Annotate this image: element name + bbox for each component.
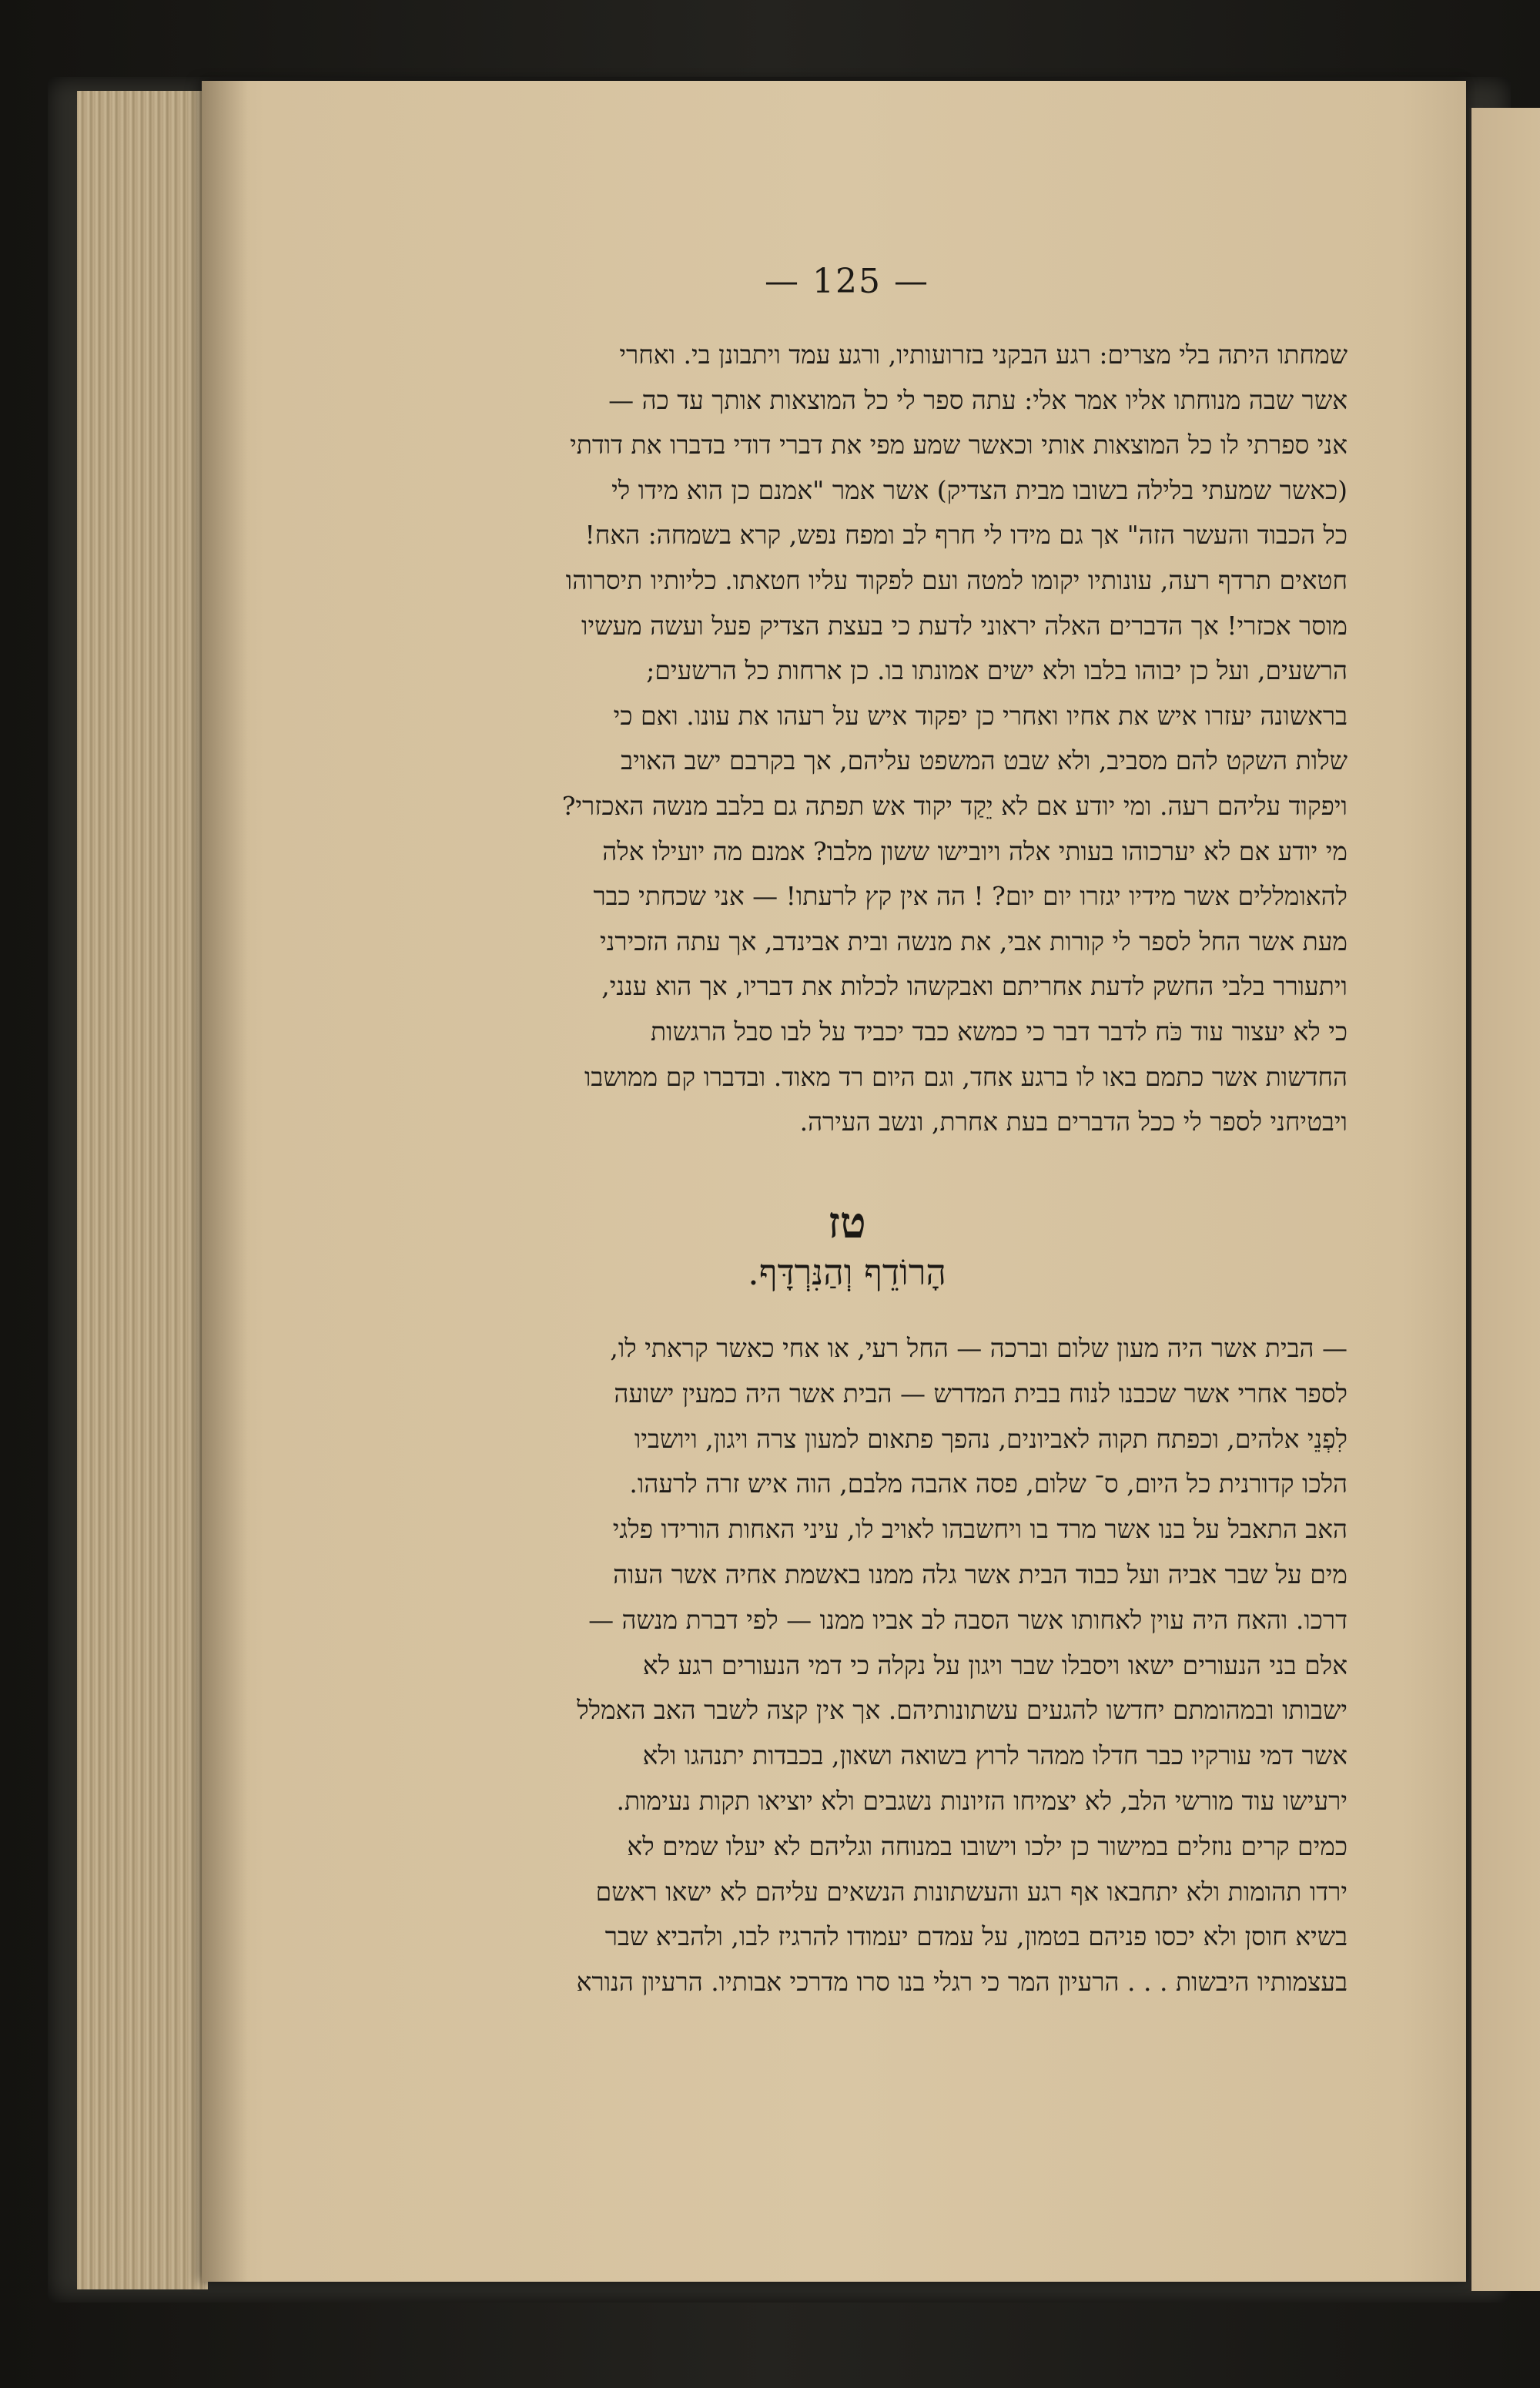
text-line: כל הכבוד והעשר הזה" אך גם מידו לי חרף לב ומפח נפש, קרא בשמחה: האח! bbox=[584, 520, 1348, 551]
text-line: ויתעורר בלבי החשק לדעת אחריתם ואבקשהו לכלות את דבריו, אך הוא ענני, bbox=[601, 971, 1348, 1002]
chapter-number: טז bbox=[828, 1197, 866, 1248]
text-line: אלם בני הנעורים ישאו ויסבלו שבר ויגון על נקלה כי דמי הנעורים רגע לא bbox=[642, 1649, 1348, 1680]
text-line: שמחתו היתה בלי מצרים: רגע הבקני בזרועותיו, ורגע עמד ויתבונן בי. ואחרי bbox=[619, 340, 1348, 370]
text-line: כמים קרים נוזלים במישור כן ילכו וישובו במנוחה וגליהם לא יעלו שמים לא bbox=[627, 1830, 1348, 1861]
text-line: מעת אשר החל לספר לי קורות אבי, את מנשה ובית אבינדב, אך עתה הזכירני bbox=[600, 926, 1348, 956]
text-line: דרכו. והאח היה עוין לאחותו אשר הסבה לב אביו ממנו — לפי דברת מנשה — bbox=[588, 1604, 1348, 1635]
page-number: — 125 — bbox=[765, 262, 929, 301]
text-line: החדשות אשר כתמם באו לו ברגע אחד, וגם היום רד מאוד. ובדברו קם ממושבו bbox=[584, 1061, 1348, 1092]
facing-page-edge bbox=[1469, 108, 1540, 2291]
text-line: — הבית אשר היה מעון שלום וברכה — החל רעי, או אחי כאשר קראתי לו, bbox=[610, 1333, 1348, 1363]
text-line: להאומללים אשר מידיו יגזרו יום יום? ! הה אין קץ לרעתו! — אני שכחתי כבר bbox=[593, 881, 1348, 912]
text-line: בראשונה יעזרו איש את אחיו ואחרי כן יפקוד איש על רעהו את עונו. ואם כי bbox=[613, 700, 1348, 731]
text-line: ירדו תהומות ולא יתחבאו אף רגע והעשתונות הנשאים עליהם לא ישאו ראשם bbox=[595, 1876, 1348, 1907]
text-line: מי יודע אם לא יערכוהו בעותי אלה ויובישו ששון מלבו? אמנם מה יועילו אלה bbox=[602, 836, 1348, 866]
gutter-shadow bbox=[202, 81, 248, 2282]
text-line: מוסר אכזרי! אך הדברים האלה יראוני לדעת כי בעצת הצדיק פעל ועשה מעשיו bbox=[581, 610, 1348, 641]
text-line: בעצמותיו היבשות . . . הרעיון המר כי רגלי בנו סרו מדרכי אבותיו. הרעיון הנורא bbox=[576, 1967, 1348, 1998]
text-line: ויפקוד עליהם רעה. ומי יודע אם לא יֵקַד יקוד אש תפתה גם בלבב מנשה האכזרי? bbox=[561, 790, 1348, 821]
text-line: אשר שבה מנוחתו אליו אמר אלי: עתה ספר לי כל המוצאות אותך עד כה — bbox=[608, 384, 1348, 415]
text-line: מים על שבר אביה ועל כבוד הבית אשר גלה ממנו באשמת אחיה אשר העוה bbox=[613, 1559, 1348, 1589]
text-line: ויבטיחני לספר לי ככל הדברים בעת אחרת, ונשב העירה. bbox=[799, 1107, 1348, 1137]
paragraph-2 bbox=[358, 1326, 1348, 2005]
text-line: ישבותו ובמהומתם יחדשו להגעים עשתונותיהם. אך אין קצה לשבר האב האמלל bbox=[577, 1695, 1348, 1726]
text-line: אשר דמי עורקיו כבר חדלו ממהר לרוץ בשואה ושאון, בכבדות יתנהגו ולא bbox=[642, 1740, 1348, 1771]
page-edges bbox=[77, 91, 208, 2289]
text-line: ירעישו עוד מורשי הלב, לא יצמיחו הזיונות נשגבים ולא יוציאו תקות נעימות. bbox=[616, 1785, 1348, 1816]
text-line: הלכו קדורנית כל היום, ס־ שלום, פסה אהבה מלבם, הוה איש זרה לרעהו. bbox=[629, 1469, 1348, 1499]
text-line: שלות השקט להם מסביב, ולא שבט המשפט עליהם, אך בקרבם ישב האויב bbox=[621, 745, 1348, 776]
text-line: (כאשר שמעתי בלילה בשובו מבית הצדיק) אשר אמר "אמנם כן הוא מידו לי bbox=[611, 474, 1348, 505]
chapter-title: הָרוֹדֵף וְהַנִּרְדָּף. bbox=[748, 1251, 946, 1293]
text-line: אני ספרתי לו כל המוצאות אותי וכאשר שמע מפי את דברי דודי בדברו את דודתי bbox=[570, 430, 1348, 461]
text-line: חטאים תרדף רעה, עונותיו יקומו למטה ועם לפקוד עליו חטאתו. כליותיו תיסרוהו bbox=[565, 564, 1348, 595]
text-line: לִפְנֵי אלהים, וכפתח תקוה לאביונים, נהפך פתאום למעון צרה ויגון, ויושביו bbox=[634, 1423, 1348, 1454]
text-line: הרשעים, ועל כן יבוהו בלבו ולא ישים אמונתו בו. כן ארחות כל הרשעים; bbox=[646, 655, 1348, 686]
text-line: כי לא יעצור עוד כֹּח לדבר דבר כי כמשא כבד יכביד על לבו סבל הרגשות bbox=[651, 1016, 1348, 1047]
text-line: האב התאבל על בנו אשר מרד בו ויחשבהו לאויב לו, עיני האחות הורידו פלגי bbox=[612, 1514, 1348, 1545]
text-line: בשיא חוסן ולא יכסו פניהם בטמון, על עמדם יעמודו להרגיז לבו, ולהביא שבר bbox=[604, 1921, 1348, 1952]
paragraph-1 bbox=[358, 333, 1348, 1145]
text-line: לספר אחרי אשר שכבנו לנוח בבית המדרש — הבית אשר היה כמעין ישועה bbox=[614, 1378, 1348, 1408]
